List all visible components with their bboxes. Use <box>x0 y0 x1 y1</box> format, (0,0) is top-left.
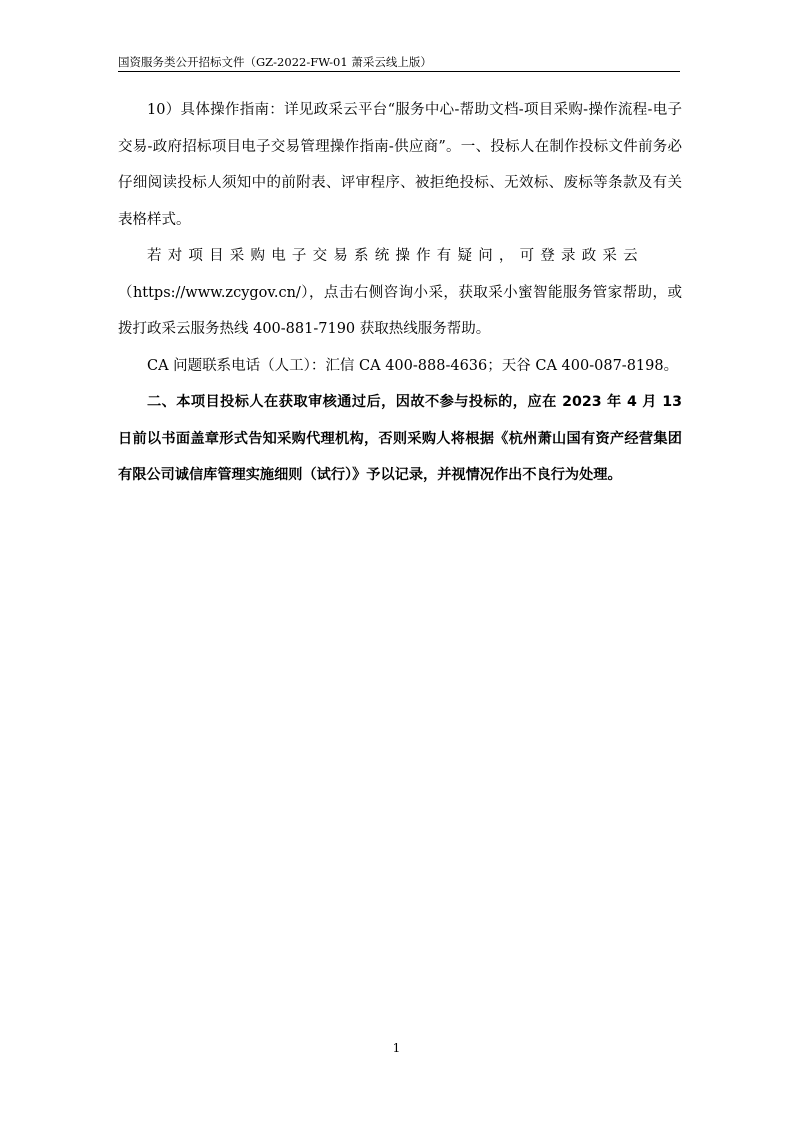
page-header: 国资服务类公开招标文件（GZ-2022-FW-01 萧采云线上版） <box>118 56 680 72</box>
paragraph-notice-bold: 二、本项目投标人在获取审核通过后，因故不参与投标的，应在 2023 年 4 月 13 日前以书面盖章形式告知采购代理机构，否则采购人将根据《杭州萧山国有资产经营集团有限公司诚信库管理实施细则（试行）》予以记录，并视情况作出不良行为处理。 <box>118 394 682 483</box>
page-number: 1 <box>392 1041 401 1055</box>
paragraph-help-line1: 若对项目采购电子交易系统操作有疑问，可登录政采云 <box>147 248 644 264</box>
paragraph-operation-guide: 10）具体操作指南：详见政采云平台“服务中心-帮助文档-项目采购-操作流程-电子交易-政府招标项目电子交易管理操作指南-供应商”。一、投标人在制作投标文件前务必仔细阅读投标人须知中的前附表、评审程序、被拒绝投标、无效标、废标等条款及有关表格样式。 <box>118 102 682 228</box>
paragraph-help-contact: （https://www.zcygov.cn/），点击右侧咨询小采，获取采小蜜智能服务管家帮助，或拨打政采云服务热线 400-881-7190 获取热线服务帮助。 <box>118 284 682 337</box>
paragraph-ca-contact: CA 问题联系电话（人工）：汇信 CA 400-888-4636；天谷 CA 400-087-8198。 <box>147 357 679 374</box>
document-body <box>118 92 682 494</box>
